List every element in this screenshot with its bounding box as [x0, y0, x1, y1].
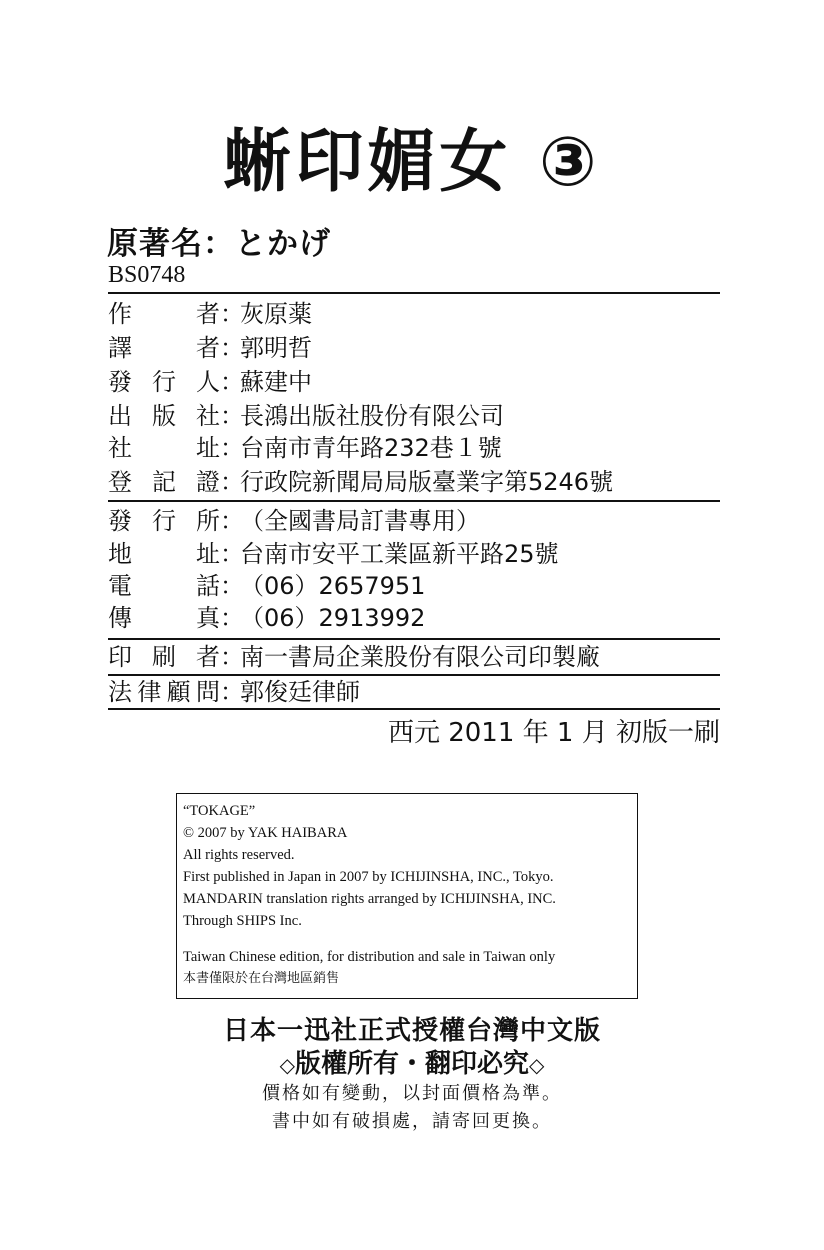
credit-label: 印 刷 者: [108, 643, 220, 671]
credit-value: 郭俊廷律師: [240, 678, 360, 706]
credit-value: （全國書局訂書專用）: [240, 507, 480, 535]
credit-colon: ：: [220, 643, 244, 671]
credit-value: 灰原薬: [240, 300, 312, 328]
spacer: [183, 932, 637, 946]
credit-colon: ：: [220, 572, 244, 600]
credit-value: 台南市青年路232巷１號: [240, 434, 502, 462]
price-note: 價格如有變動，以封面價格為準。: [262, 1083, 562, 1104]
credit-label: 作 者: [108, 300, 220, 328]
credit-row-publisher: [108, 400, 504, 432]
copyright-line: Through SHIPS Inc.: [183, 913, 302, 929]
copyright-line: MANDARIN translation rights arranged by ICHIJINSHA, INC.: [183, 891, 556, 907]
rights-notice: [0, 1043, 824, 1080]
credit-row-address: [108, 432, 502, 464]
rights-text: 版權所有・翻印必究: [294, 1049, 529, 1079]
damage-note: 書中如有破損處，請寄回更換。: [272, 1111, 552, 1132]
credit-value: 郭明哲: [240, 334, 312, 362]
credit-row-translator: [108, 332, 312, 364]
credit-colon: ：: [220, 368, 244, 396]
credit-colon: ：: [220, 468, 244, 496]
credit-value: 台南市安平工業區新平路25號: [240, 540, 559, 568]
divider: [108, 708, 720, 710]
taiwan-edition-line: Taiwan Chinese edition, for distribution and sale in Taiwan only: [183, 949, 556, 965]
credit-row-distributor-address: [108, 538, 559, 570]
credit-value: 南一書局企業股份有限公司印製廠: [240, 643, 600, 671]
edition-date: 西元 2011 年 1 月 初版一刷: [387, 718, 720, 748]
divider: [108, 292, 720, 294]
credit-label: 發 行 所: [108, 507, 220, 535]
original-title: 原著名：とかげ: [107, 226, 331, 262]
credit-colon: ：: [220, 507, 244, 535]
credit-row-publisher-person: [108, 366, 312, 398]
taiwan-only-line: 本書僅限於在台灣地區銷售: [183, 971, 340, 986]
credit-value: 蘇建中: [240, 368, 312, 396]
credit-label: 發 行 人: [108, 368, 220, 396]
credit-colon: ：: [220, 402, 244, 430]
credit-colon: ：: [220, 678, 244, 706]
credit-colon: ：: [220, 334, 244, 362]
credit-row-printer: [108, 641, 600, 673]
credit-value: 長鴻出版社股份有限公司: [240, 402, 504, 430]
credit-row-registration: [108, 466, 613, 498]
book-code: BS0748: [108, 262, 186, 288]
diamond-icon: ◇: [529, 1053, 545, 1077]
credit-label: 傳 真: [108, 604, 220, 632]
credit-label: 登 記 證: [108, 468, 220, 496]
copyright-line: © 2007 by YAK HAIBARA: [183, 825, 348, 841]
credit-row-legal: [108, 676, 360, 708]
credit-label: 電 話: [108, 572, 220, 600]
credit-value: 行政院新聞局局版臺業字第5246號: [240, 468, 614, 496]
copyright-line: “TOKAGE”: [183, 803, 256, 819]
credit-colon: ：: [220, 604, 244, 632]
credit-colon: ：: [220, 540, 244, 568]
credit-label: 法律顧問: [108, 678, 220, 706]
diamond-icon: ◇: [279, 1053, 295, 1077]
copyright-line: All rights reserved.: [183, 847, 295, 863]
credit-label: 出 版 社: [108, 402, 220, 430]
credit-value: （06）2913992: [240, 604, 426, 632]
credit-row-phone: [108, 570, 425, 602]
credit-row-author: [108, 298, 312, 330]
credit-row-fax: [108, 602, 425, 634]
divider: [108, 500, 720, 502]
credit-label: 譯 者: [108, 334, 220, 362]
credit-label: 地 址: [108, 540, 220, 568]
book-title: 蜥印媚女 ③: [223, 123, 601, 202]
divider: [108, 638, 720, 640]
credit-value: （06）2657951: [240, 572, 426, 600]
credit-colon: ：: [220, 300, 244, 328]
credit-colon: ：: [220, 434, 244, 462]
authorization-notice: 日本一迅社正式授權台灣中文版: [222, 1016, 601, 1046]
copyright-line: First published in Japan in 2007 by ICHIJINSHA, INC., Tokyo.: [183, 869, 554, 885]
credit-row-distributor: [108, 505, 480, 537]
copyright-box: [176, 793, 638, 999]
credit-label: 社 址: [108, 434, 220, 462]
